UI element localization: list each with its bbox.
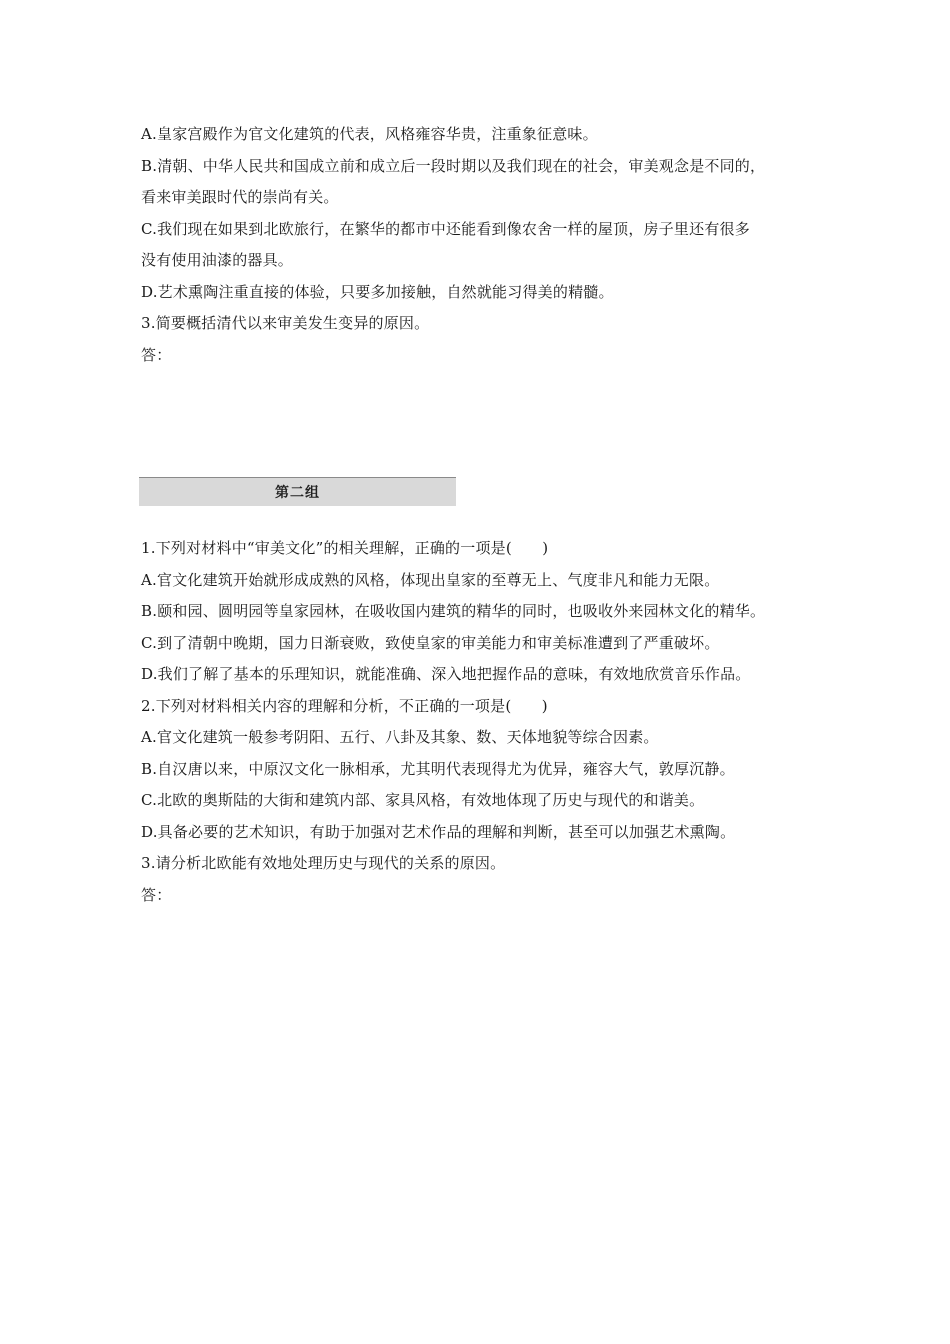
q1-option-d: D.我们了解了基本的乐理知识，就能准确、深入地把握作品的意味，有效地欣赏音乐作品。 xyxy=(141,665,751,683)
option-c: C.我们现在如果到北欧旅行，在繁华的都市中还能看到像农舍一样的屋顶，房子里还有很多 xyxy=(141,219,750,238)
answer-label: 答： xyxy=(141,345,172,364)
q2-option-b: B.自汉唐以来，中原汉文化一脉相承，尤其明代表现得尤为优异，雍容大气，敦厚沉静。 xyxy=(141,759,735,778)
question-group-2 xyxy=(141,533,831,911)
question-3: 3.简要概括清代以来审美发生变异的原因。 xyxy=(141,314,430,332)
question-3: 3.请分析北欧能有效地处理历史与现代的关系的原因。 xyxy=(141,854,506,872)
answer-label: 答： xyxy=(141,885,172,904)
q1-option-a: A.官文化建筑开始就形成成熟的风格，体现出皇家的至尊无上、气度非凡和能力无限。 xyxy=(141,570,720,589)
section-header xyxy=(139,477,456,506)
q2-option-c: C.北欧的奥斯陆的大街和建筑内部、家具风格，有效地体现了历史与现代的和谐美。 xyxy=(141,791,705,809)
option-b: B.清朝、中华人民共和国成立前和成立后一段时期以及我们现在的社会，审美观念是不同的， xyxy=(141,156,766,175)
option-b-continued: 看来审美跟时代的崇尚有关。 xyxy=(141,188,339,206)
q2-option-d: D.具备必要的艺术知识，有助于加强对艺术作品的理解和判断，甚至可以加强艺术熏陶。 xyxy=(141,822,736,841)
q2-option-a: A.官文化建筑一般参考阴阳、五行、八卦及其象、数、天体地貌等综合因素。 xyxy=(141,728,659,746)
question-2: 2.下列对材料相关内容的理解和分析，不正确的一项是( ) xyxy=(141,696,548,715)
question-group-1 xyxy=(141,119,831,371)
option-d: D.艺术熏陶注重直接的体验，只要多加接触，自然就能习得美的精髓。 xyxy=(141,282,614,301)
option-c-continued: 没有使用油漆的器具。 xyxy=(141,251,294,269)
q1-option-b: B.颐和园、圆明园等皇家园林，在吸收国内建筑的精华的同时，也吸收外来园林文化的精华。 xyxy=(141,602,766,620)
q1-option-c: C.到了清朝中晚期，国力日渐衰败，致使皇家的审美能力和审美标准遭到了严重破坏。 xyxy=(141,633,720,652)
question-1: 1.下列对材料中“审美文化”的相关理解，正确的一项是( ) xyxy=(141,539,549,557)
option-a: A.皇家宫殿作为官文化建筑的代表，风格雍容华贵，注重象征意味。 xyxy=(141,125,598,143)
section-title: 第二组 xyxy=(275,485,320,501)
